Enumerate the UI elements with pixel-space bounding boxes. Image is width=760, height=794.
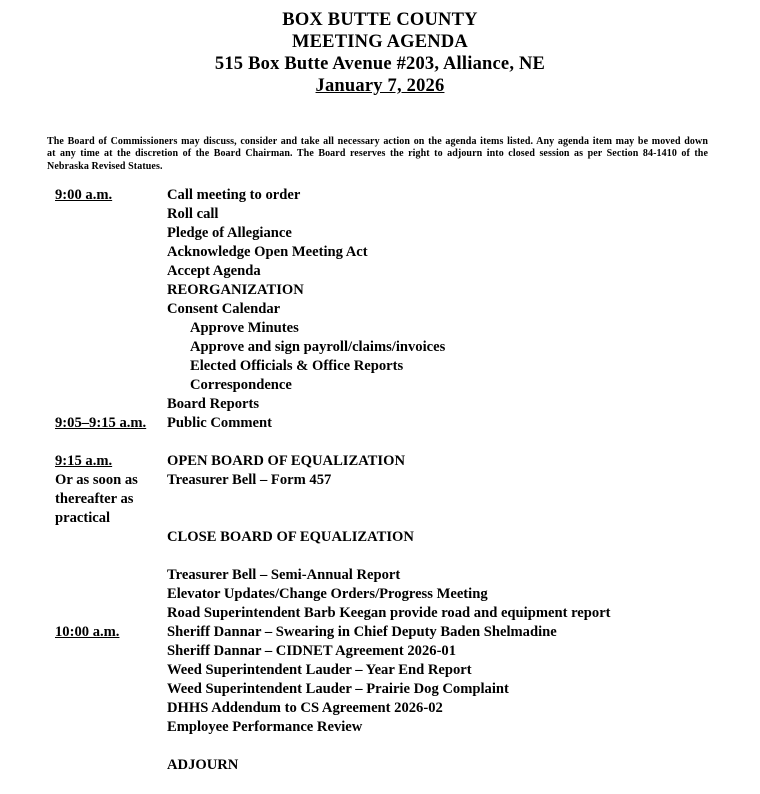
agenda-item-text: Roll call — [167, 206, 219, 222]
agenda-item-text: Public Comment — [167, 415, 272, 431]
agenda-item-text: Pledge of Allegiance — [167, 225, 292, 241]
agenda-time-label: 10:00 a.m. — [55, 624, 120, 640]
agenda-row — [55, 319, 740, 338]
agenda-item-text: REORGANIZATION — [167, 282, 304, 298]
agenda-item-text: Acknowledge Open Meeting Act — [167, 244, 368, 260]
agenda-spacer — [55, 547, 740, 566]
agenda-item-text: ADJOURN — [167, 757, 239, 773]
disclaimer-paragraph — [47, 136, 708, 173]
disclaimer-line: Nebraska Revised Statues. — [47, 160, 163, 172]
agenda-row — [55, 376, 740, 395]
agenda-row — [55, 414, 740, 433]
document-header — [0, 9, 760, 97]
agenda-row — [55, 471, 740, 490]
agenda-item-text: Elected Officials & Office Reports — [190, 358, 404, 374]
agenda-item-text: OPEN BOARD OF EQUALIZATION — [167, 453, 405, 469]
agenda-row — [55, 300, 740, 319]
agenda-row — [55, 585, 740, 604]
agenda-time-label: 9:05–9:15 a.m. — [55, 415, 147, 431]
agenda-item-text: Employee Performance Review — [167, 719, 363, 735]
agenda-item-text: Consent Calendar — [167, 301, 281, 317]
disclaimer-line: The Board of Commissioners may discuss, consider and take all necessary action on the agenda items listed. Any agenda item may be moved down — [47, 136, 708, 147]
agenda-item-text: Accept Agenda — [167, 263, 261, 279]
agenda-row — [55, 243, 740, 262]
agenda-row — [55, 205, 740, 224]
agenda-item-text: Call meeting to order — [167, 187, 301, 203]
agenda-row — [55, 186, 740, 205]
agenda-row — [55, 718, 740, 737]
agenda-row — [55, 262, 740, 281]
agenda-spacer — [55, 433, 740, 452]
agenda-time-label: Or as soon as — [55, 472, 138, 488]
agenda-item-text: CLOSE BOARD OF EQUALIZATION — [167, 529, 414, 545]
agenda-spacer — [55, 737, 740, 756]
agenda-row — [55, 623, 740, 642]
agenda-item-text: Treasurer Bell – Semi-Annual Report — [167, 567, 401, 583]
agenda-item-text: Approve Minutes — [190, 320, 299, 336]
agenda-item-text: Elevator Updates/Change Orders/Progress Meeting — [167, 586, 488, 602]
meeting-date: January 7, 2026 — [315, 76, 445, 96]
agenda-row — [55, 395, 740, 414]
agenda-time-label: practical — [55, 510, 111, 526]
agenda-item-text: Approve and sign payroll/claims/invoices — [190, 339, 446, 355]
agenda-time-label: 9:15 a.m. — [55, 453, 113, 469]
agenda-item-text: DHHS Addendum to CS Agreement 2026-02 — [167, 700, 443, 716]
agenda-item-text: Board Reports — [167, 396, 260, 412]
agenda-row — [55, 452, 740, 471]
agenda-row — [55, 224, 740, 243]
agenda-row — [55, 490, 740, 509]
agenda-row — [55, 642, 740, 661]
agenda-row — [55, 699, 740, 718]
meeting-address: 515 Box Butte Avenue #203, Alliance, NE — [214, 54, 546, 74]
agenda-row — [55, 566, 740, 585]
agenda-item-text: Sheriff Dannar – Swearing in Chief Deputy Baden Shelmadine — [167, 624, 557, 640]
agenda-rows — [55, 186, 740, 775]
agenda-row — [55, 756, 740, 775]
county-title: BOX BUTTE COUNTY — [282, 10, 478, 30]
agenda-row — [55, 357, 740, 376]
agenda-row — [55, 281, 740, 300]
agenda-row — [55, 338, 740, 357]
agenda-row — [55, 680, 740, 699]
agenda-time-label: thereafter as — [55, 491, 134, 507]
disclaimer-line: at any time at the discretion of the Board Chairman. The Board reserves the right to adjourn into closed session as per Section 84-1410 of the — [47, 148, 708, 160]
agenda-item-text: Road Superintendent Barb Keegan provide road and equipment report — [167, 605, 611, 621]
agenda-item-text: Treasurer Bell – Form 457 — [167, 472, 332, 488]
agenda-item-text: Sheriff Dannar – CIDNET Agreement 2026-01 — [167, 643, 457, 659]
agenda-item-text: Weed Superintendent Lauder – Prairie Dog Complaint — [167, 681, 509, 697]
agenda-item-text: Weed Superintendent Lauder – Year End Report — [167, 662, 472, 678]
document-title: MEETING AGENDA — [291, 32, 468, 52]
agenda-row — [55, 661, 740, 680]
agenda-row — [55, 528, 740, 547]
agenda-item-text: Correspondence — [190, 377, 292, 393]
agenda-row — [55, 509, 740, 528]
agenda-row — [55, 604, 740, 623]
agenda-time-label: 9:00 a.m. — [55, 187, 113, 203]
